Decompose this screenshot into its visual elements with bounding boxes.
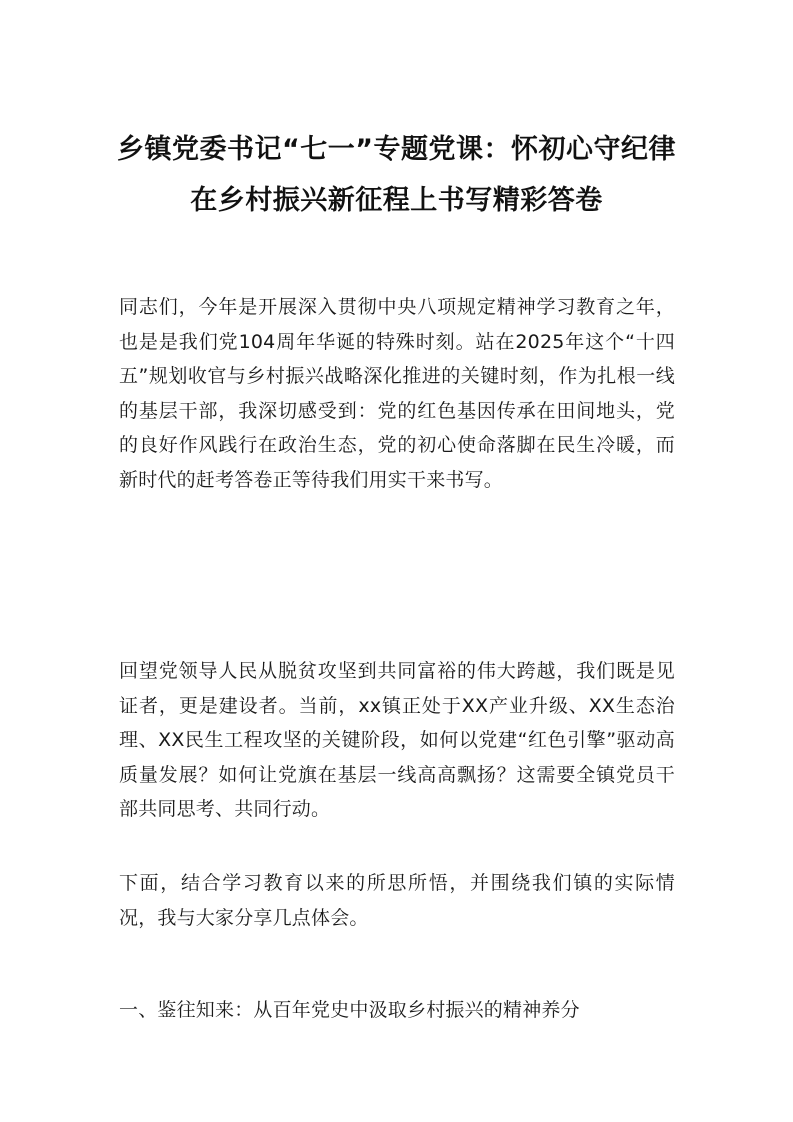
paragraph-transition: 下面，结合学习教育以来的所思所悟，并围绕我们镇的实际情况，我与大家分享几点体会。 <box>119 872 675 929</box>
paragraph-intro: 同志们，今年是开展深入贯彻中央八项规定精神学习教育之年，也是是我们党104周年华诞的特殊时刻。站在2025年这个“十四五”规划收官与乡村振兴战略深化推进的关键时刻，作为扎根一线的基层干部，我深切感受到：党的红色基因传承在田间地头，党的良好作风践行在政治生态，党的初心使命落脚在民生冷暖，而新时代的赶考答卷正等待我们用实干来书写。 <box>119 296 675 491</box>
paragraph-review: 回望党领导人民从脱贫攻坚到共同富裕的伟大跨越，我们既是见证者，更是建设者。当前，xx镇正处于XX产业升级、XX生态治理、XX民生工程攻坚的关键阶段，如何以党建“红色引擎”驱动高质量发展？如何让党旗在基层一线高高飘扬？这需要全镇党员干部共同思考、共同行动。 <box>119 660 675 821</box>
section-heading-one: 一、鉴往知来：从百年党史中汲取乡村振兴的精神养分 <box>119 999 580 1021</box>
document-title: 乡镇党委书记“七一”专题党课：怀初心守纪律在乡村振兴新征程上书写精彩答卷 <box>117 134 676 216</box>
